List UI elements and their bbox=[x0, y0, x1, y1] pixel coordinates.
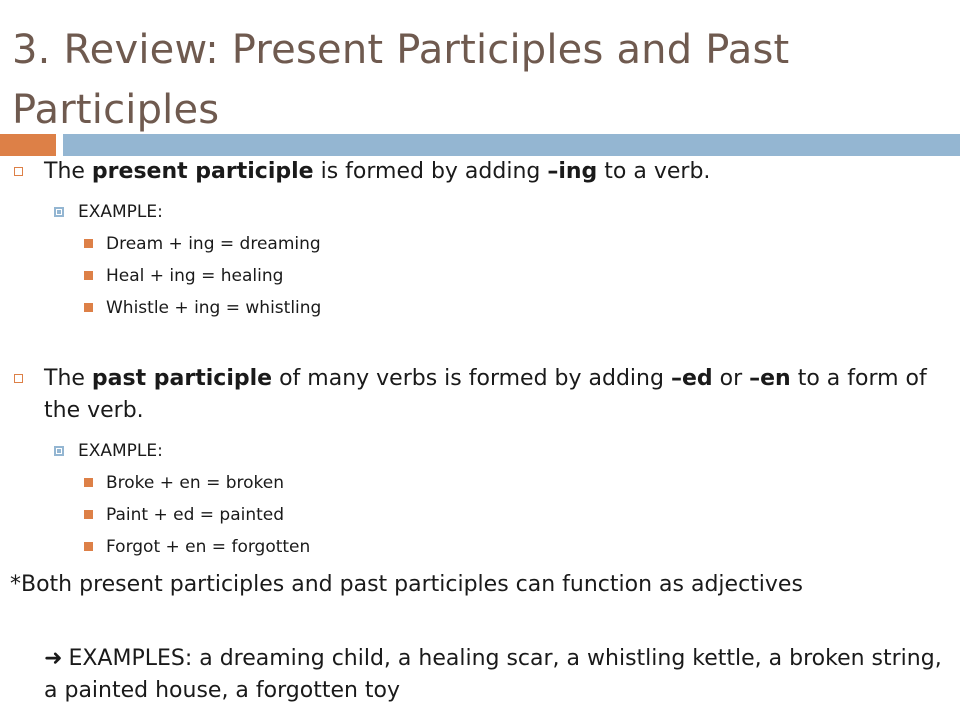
example-text: Forgot + en = forgotten bbox=[106, 537, 311, 557]
bullet-present-participle bbox=[14, 156, 944, 188]
list-item bbox=[84, 502, 284, 528]
text-run: to a form of the verb. bbox=[44, 366, 927, 423]
note-text: *Both present participles and past participles can function as adjectives bbox=[10, 572, 803, 597]
list-item bbox=[84, 295, 321, 321]
title-accent-bar-orange bbox=[0, 134, 56, 156]
right-arrow-icon: ➜ bbox=[44, 646, 63, 671]
text-run: of many verbs is formed by adding bbox=[272, 366, 671, 391]
list-item bbox=[84, 470, 284, 496]
hollow-square-bullet-icon bbox=[14, 374, 23, 383]
term-past-participle: past participle bbox=[91, 366, 273, 391]
text-run: The bbox=[44, 159, 92, 184]
example-text: Dream + ing = dreaming bbox=[106, 234, 321, 254]
example-label-1 bbox=[54, 199, 163, 225]
example-text: Heal + ing = healing bbox=[106, 266, 284, 286]
filled-square-bullet-icon bbox=[84, 510, 93, 519]
slide-title: 3. Review: Present Participles and Past Participles bbox=[12, 27, 790, 133]
text-run: or bbox=[712, 366, 750, 391]
example-text: Whistle + ing = whistling bbox=[106, 298, 322, 318]
example-text: Broke + en = broken bbox=[106, 473, 284, 493]
text-run: is formed by adding bbox=[313, 159, 548, 184]
example-label-text: EXAMPLE: bbox=[78, 202, 163, 222]
list-item bbox=[84, 534, 310, 560]
nested-square-bullet-icon bbox=[54, 207, 64, 217]
filled-square-bullet-icon bbox=[84, 271, 93, 280]
text-run: to a verb. bbox=[597, 159, 711, 184]
filled-square-bullet-icon bbox=[84, 478, 93, 487]
filled-square-bullet-icon bbox=[84, 239, 93, 248]
filled-square-bullet-icon bbox=[84, 542, 93, 551]
term-present-participle: present participle bbox=[91, 159, 314, 184]
hollow-square-bullet-icon bbox=[14, 167, 23, 176]
filled-square-bullet-icon bbox=[84, 303, 93, 312]
list-item bbox=[84, 263, 283, 289]
example-text: Paint + ed = painted bbox=[106, 505, 285, 525]
note-examples-text: EXAMPLES: a dreaming child, a healing scar, a whistling kettle, a broken string, a painted house, a forgotten toy bbox=[44, 646, 942, 703]
suffix-ed: –ed bbox=[670, 366, 713, 391]
text-run: The bbox=[44, 366, 92, 391]
title-accent-bar-blue bbox=[63, 134, 960, 156]
nested-square-bullet-icon bbox=[54, 446, 64, 456]
bullet-text bbox=[14, 156, 944, 188]
suffix-en: –en bbox=[749, 366, 791, 391]
note-examples bbox=[44, 643, 944, 707]
bullet-text bbox=[14, 363, 944, 427]
note-paragraph bbox=[10, 569, 945, 601]
suffix-ing: –ing bbox=[547, 159, 598, 184]
example-label-text: EXAMPLE: bbox=[78, 441, 163, 461]
example-label-2 bbox=[54, 438, 163, 464]
bullet-past-participle bbox=[14, 363, 944, 427]
list-item bbox=[84, 231, 321, 257]
